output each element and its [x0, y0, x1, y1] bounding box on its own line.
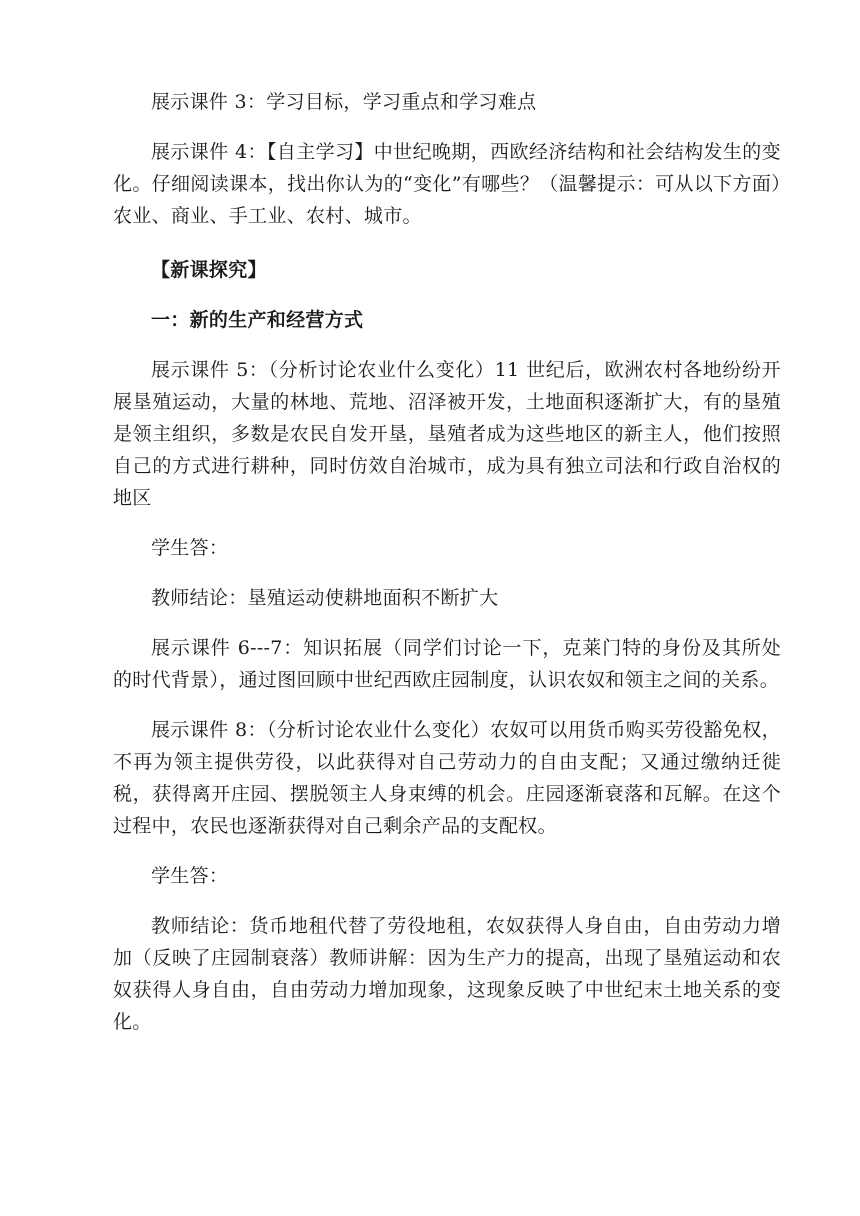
paragraph-courseware-3: 展示课件 3：学习目标，学习重点和学习难点 [151, 91, 537, 113]
paragraph-courseware-4: 展示课件 4：【自主学习】中世纪晚期，西欧经济结构和社会结构发生的变化。仔细阅读课本，找出你认为的“变化”有哪些？（温馨提示：可从以下方面）农业、商业、手工业、农村、城市。 [113, 141, 781, 227]
subsection-heading-production: 一：新的生产和经营方式 [151, 309, 364, 331]
paragraph-teacher-conclusion-2: 教师结论：货币地租代替了劳役地租，农奴获得人身自由，自由劳动力增加（反映了庄园制衰落）教师讲解：因为生产力的提高，出现了垦殖运动和农奴获得人身自由，自由劳动力增加现象，这现象反映了中世纪末土地关系的变化。 [113, 915, 781, 1033]
paragraph-courseware-5: 展示课件 5：（分析讨论农业什么变化）11 世纪后，欧洲农村各地纷纷开展垦殖运动，大量的林地、荒地、沼泽被开发，土地面积逐渐扩大，有的垦殖是领主组织，多数是农民自发开垦，垦殖者成为这些地区的新主人，他们按照自己的方式进行耕种，同时仿效自治城市，成为具有独立司法和行政自治权的地区 [113, 359, 781, 509]
paragraph-student-answer-2: 学生答： [151, 865, 229, 887]
paragraph-courseware-6-7: 展示课件 6---7：知识拓展（同学们讨论一下，克莱门特的身份及其所处的时代背景），通过图回顾中世纪西欧庄园制度，认识农奴和领主之间的关系。 [113, 637, 781, 691]
paragraph-teacher-conclusion-1: 教师结论：垦殖运动使耕地面积不断扩大 [151, 587, 499, 609]
paragraph-courseware-8: 展示课件 8：（分析讨论农业什么变化）农奴可以用货币购买劳役豁免权，不再为领主提供劳役，以此获得对自己劳动力的自由支配；又通过缴纳迁徙税，获得离开庄园、摆脱领主人身束缚的机会。庄园逐渐衰落和瓦解。在这个过程中，农民也逐渐获得对自己剩余产品的支配权。 [113, 719, 781, 837]
document-body [113, 86, 781, 1056]
paragraph-student-answer-1: 学生答： [151, 537, 229, 559]
section-heading-new-lesson: 【新课探究】 [151, 259, 267, 281]
